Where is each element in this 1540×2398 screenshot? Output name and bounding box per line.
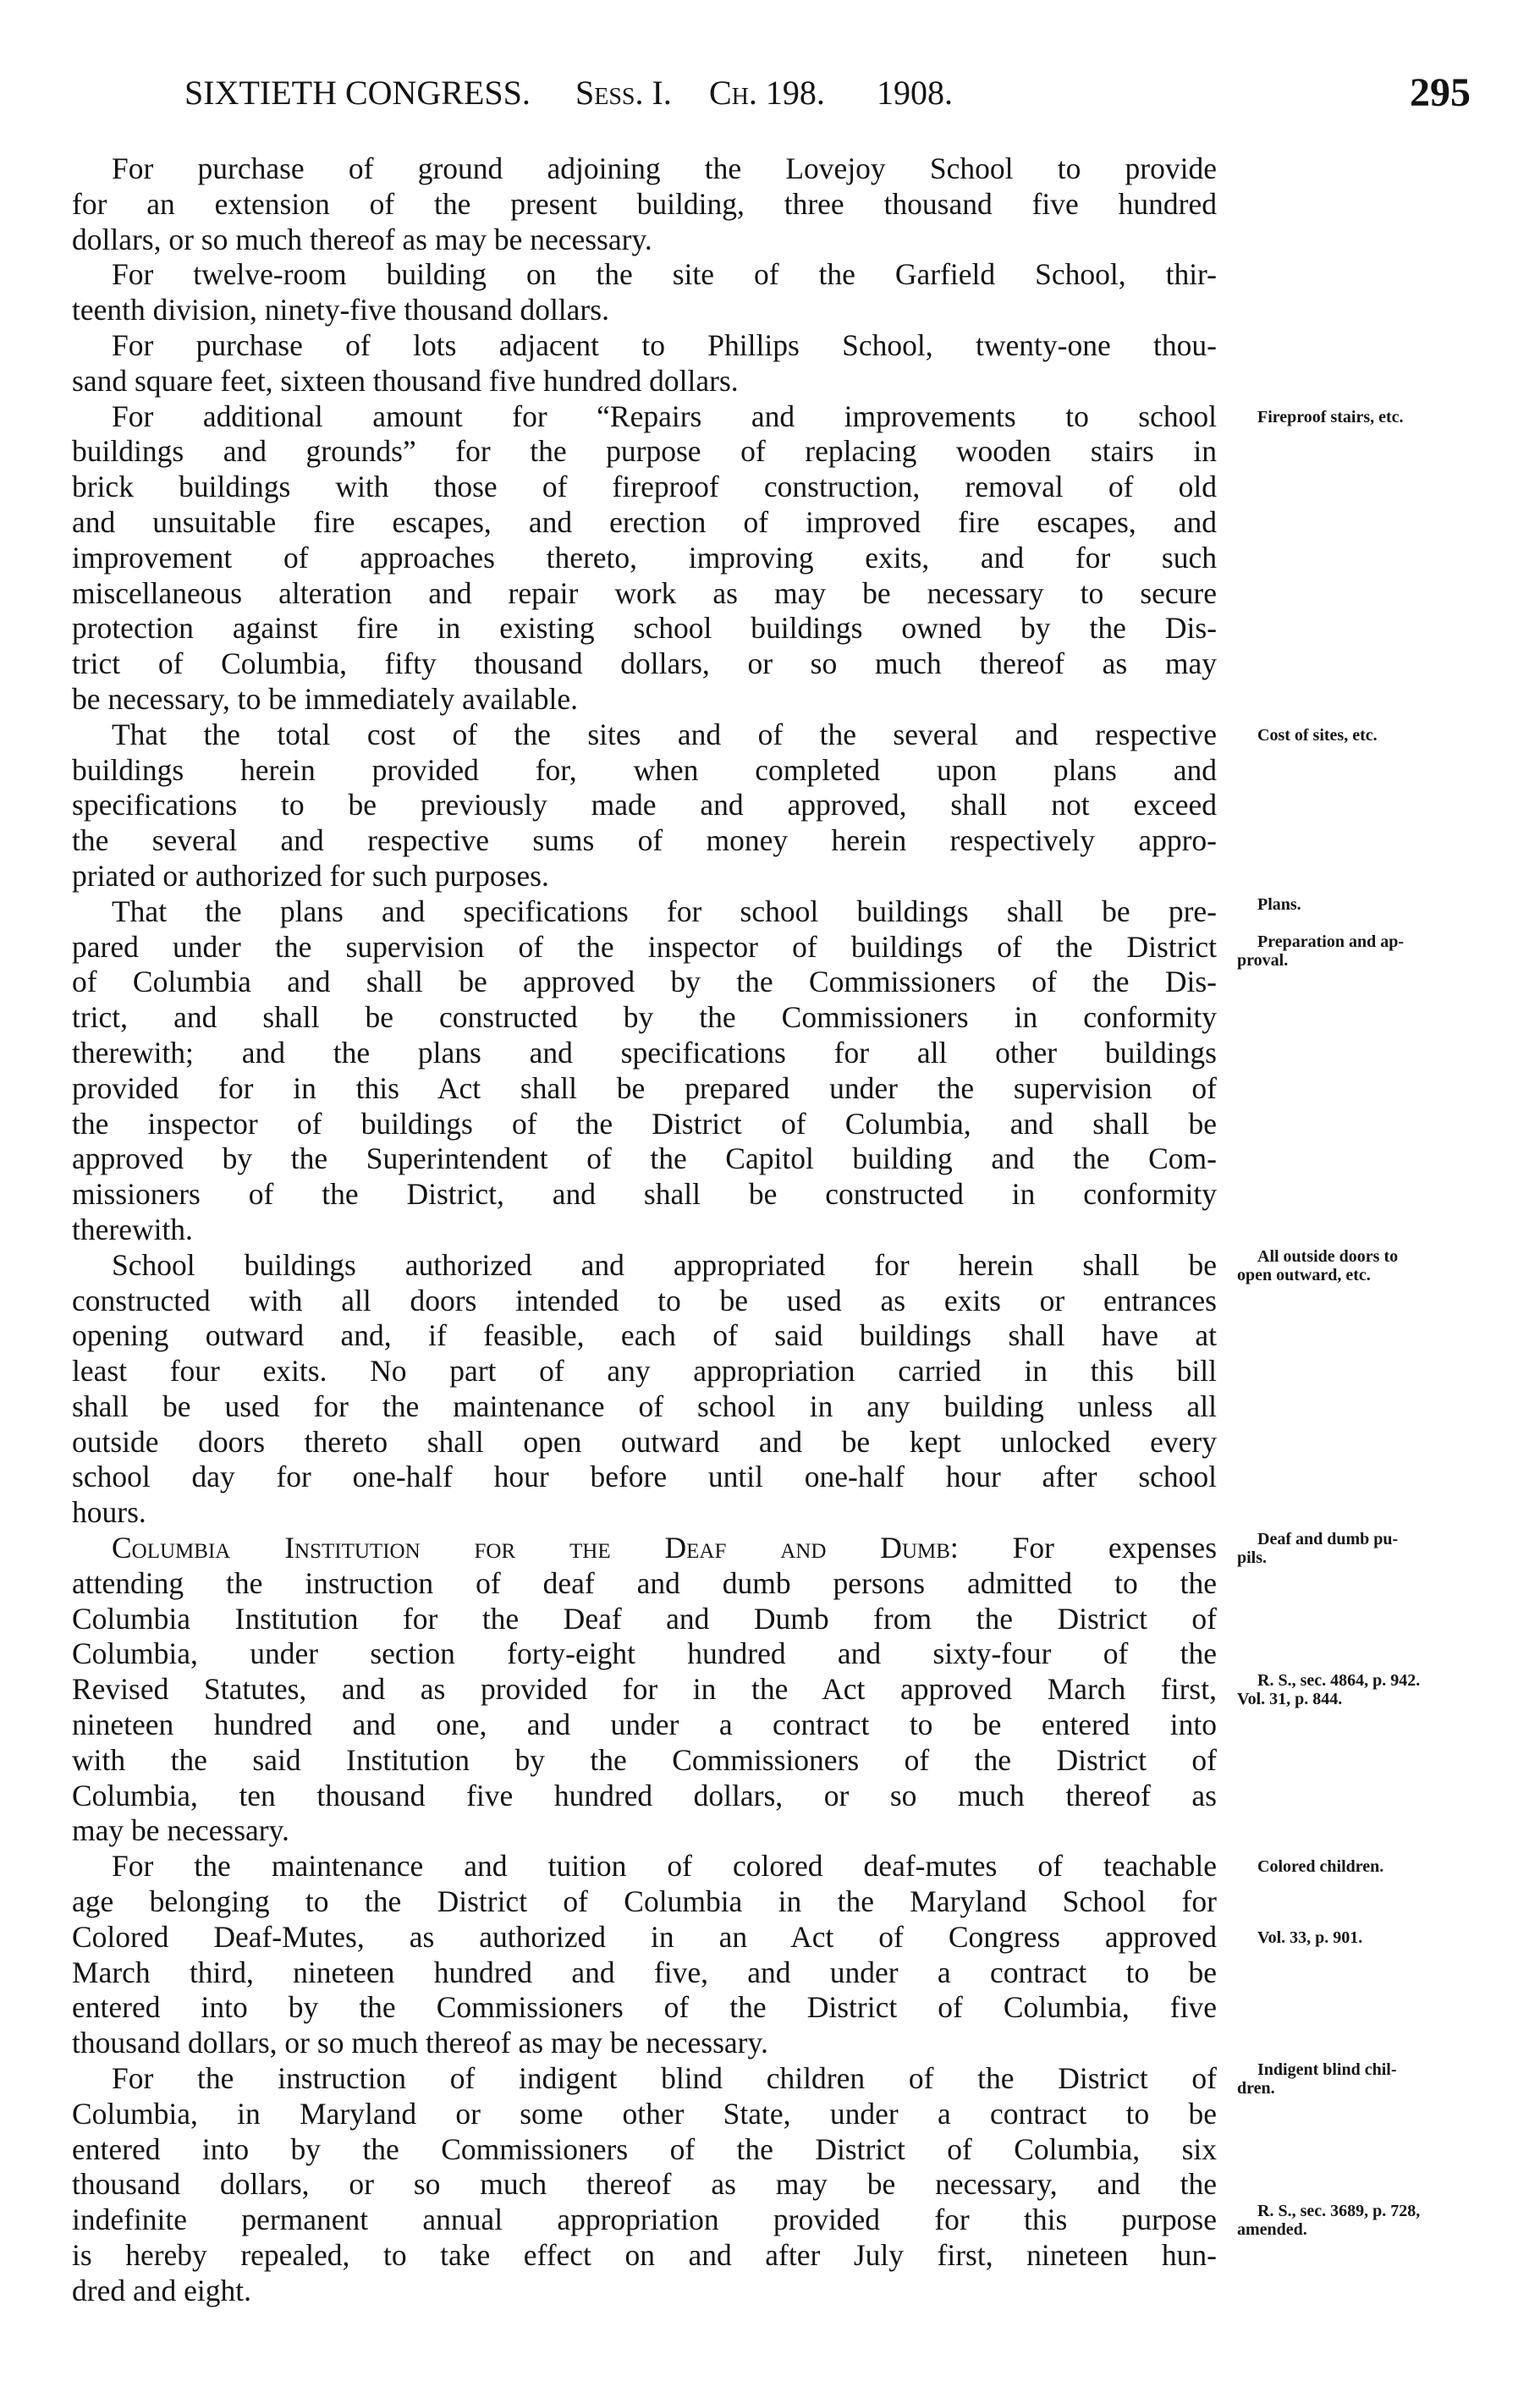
text-line: missioners of the District, and shall be constructed in conformity [72,1177,1217,1212]
margin-note-line: Indigent blind chil- [1257,2060,1397,2080]
margin-note-line: dren. [1237,2079,1275,2098]
margin-note-line: Fireproof stairs, etc. [1257,407,1404,426]
paragraph [72,151,1217,257]
text-line: priated or authorized for such purposes. [72,858,549,893]
text-line: March third, nineteen hundred and five, and under a contract to be [72,1955,1217,1989]
text-line: buildings herein provided for, when completed upon plans and [72,752,1217,787]
paragraph [72,1531,1217,1849]
text-line: improvement of approaches thereto, improving exits, and for such [72,540,1217,575]
margin-note [1237,895,1491,914]
text-line: and unsuitable fire escapes, and erection of improved fire escapes, and [72,504,1217,539]
text-line: specifications to be previously made and approved, shall not exceed [72,788,1217,822]
text-line: For additional amount for “Repairs and improvements to school [112,399,1217,433]
margin-note-line: Colored children. [1257,1857,1384,1877]
text-line: the several and respective sums of money herein respectively appro- [72,823,1217,858]
margin-note-line: open outward, etc. [1237,1265,1371,1284]
margin-note-line: Cost of sites, etc. [1257,725,1378,745]
text-line: sand square feet, sixteen thousand five hundred dollars. [72,363,739,398]
margin-note [1237,1530,1491,1567]
margin-note-line: Vol. 33, p. 901. [1257,1928,1363,1947]
text-line: pared under the supervision of the inspector of buildings of the District [72,929,1217,964]
text-line: outside doors thereto shall open outward and be kept unlocked every [72,1424,1217,1459]
text-line: dred and eight. [72,2273,251,2307]
paragraph [72,257,1217,328]
congress-title: SIXTIETH CONGRESS. [184,74,531,112]
text-line: for an extension of the present building, three thousand five hundred [72,186,1217,221]
paragraph [72,1248,1217,1531]
text-line: be necessary, to be immediately available. [72,681,578,716]
session-label: Sess. I. [575,74,672,112]
text-fragment: For expenses [1012,1531,1218,1565]
paragraph [72,328,1217,399]
text-line: thousand dollars, or so much thereof as may be necessary, and the [72,2167,1217,2202]
text-line: constructed with all doors intended to be used as exits or entrances [72,1283,1217,1317]
text-line: trict, and shall be constructed by the Commissioners in conformity [72,1000,1217,1035]
margin-note [1237,2202,1491,2239]
text-line: opening outward and, if feasible, each of said buildings shall have at [72,1318,1217,1353]
text-line: hours. [72,1495,146,1530]
text-line: approved by the Superintendent of the Capitol building and the Com- [72,1141,1217,1176]
text-line [72,1531,1217,1566]
margin-note-line: R. S., sec. 4864, p. 942. [1257,1671,1421,1691]
margin-note [1237,726,1491,745]
year-label: 1908. [877,74,953,112]
text-line: For twelve-room building on the site of the Garfield School, thir- [112,257,1217,292]
text-line: nineteen hundred and one, and under a contract to be entered into [72,1708,1217,1742]
text-line: That the total cost of the sites and of the several and respective [112,717,1217,751]
text-line: buildings and grounds” for the purpose of replacing wooden stairs in [72,434,1217,469]
text-line: age belonging to the District of Columbia in the Maryland School for [72,1884,1217,1919]
text-line: Columbia Institution for the Deaf and Dumb from the District of [72,1601,1217,1636]
text-line: of Columbia and shall be approved by the Commissioners of the Dis- [72,965,1217,999]
text-line: dollars, or so much thereof as may be necessary. [72,222,652,256]
text-line: For purchase of lots adjacent to Phillips School, twenty-one thou- [112,327,1217,362]
text-line: therewith. [72,1212,193,1246]
text-line: For purchase of ground adjoining the Lovejoy School to provide [112,151,1217,185]
text-line: school day for one-half hour before until one-half hour after school [72,1460,1217,1494]
text-line: Revised Statutes, and as provided for in the Act approved March first, [72,1672,1217,1707]
page-number: 295 [1410,70,1471,115]
margin-note [1237,1671,1491,1708]
margin-note-line: pils. [1237,1548,1268,1568]
running-header [184,70,1471,120]
margin-note-line: Plans. [1257,895,1301,915]
margin-note [1237,408,1491,426]
text-line: School buildings authorized and appropriated for herein shall be [112,1247,1217,1282]
text-line: may be necessary. [72,1813,289,1848]
text-line: with the said Institution by the Commissioners of the District of [72,1742,1217,1777]
text-line: brick buildings with those of fireproof construction, removal of old [72,470,1217,504]
paragraph [72,718,1217,894]
text-line: thousand dollars, or so much thereof as may be necessary. [72,2026,768,2060]
margin-note-line: All outside doors to [1257,1246,1399,1266]
margin-note-line: Preparation and ap- [1257,932,1404,951]
text-line: attending the instruction of deaf and dumb persons admitted to the [72,1565,1217,1600]
margin-note [1237,932,1491,970]
margin-note-line: Deaf and dumb pu- [1257,1530,1399,1549]
section-heading: Columbia Institution for the Deaf and Dumb: [112,1531,959,1565]
text-line: Columbia, ten thousand five hundred dollars, or so much thereof as [72,1778,1217,1812]
text-line: the inspector of buildings of the District of Columbia, and shall be [72,1106,1217,1141]
body-text [72,151,1217,2309]
margin-note [1237,1928,1491,1947]
text-line: Columbia, in Maryland or some other State, under a contract to be [72,2096,1217,2131]
text-line: is hereby repealed, to take effect on and after July first, nineteen hun- [72,2238,1217,2273]
margin-note [1237,1247,1491,1284]
text-line: Colored Deaf-Mutes, as authorized in an Act of Congress approved [72,1919,1217,1954]
text-line: miscellaneous alteration and repair work as may be necessary to secure [72,575,1217,610]
margin-note-line: R. S., sec. 3689, p. 728, [1257,2202,1421,2221]
text-line: shall be used for the maintenance of school in any building unless all [72,1389,1217,1423]
margin-note-line: amended. [1237,2220,1307,2240]
text-line: trict of Columbia, fifty thousand dollars, or so much thereof as may [72,646,1217,681]
text-line: Columbia, under section forty-eight hundred and sixty-four of the [72,1636,1217,1671]
text-line: provided for in this Act shall be prepared under the supervision of [72,1070,1217,1105]
paragraph [72,2061,1217,2309]
text-line: teenth division, ninety-five thousand dollars. [72,293,609,327]
paragraph [72,894,1217,1248]
text-line: entered into by the Commissioners of the District of Columbia, six [72,2131,1217,2166]
margin-note-line: proval. [1237,950,1289,970]
text-line: least four exits. No part of any appropriation carried in this bill [72,1354,1217,1389]
margin-note [1237,1857,1491,1876]
text-line: For the maintenance and tuition of colored deaf-mutes of teachable [112,1849,1217,1884]
text-line: therewith; and the plans and specifications for all other buildings [72,1035,1217,1070]
paragraph [72,399,1217,718]
margin-note-line: Vol. 31, p. 844. [1237,1690,1343,1709]
text-line: entered into by the Commissioners of the District of Columbia, five [72,1990,1217,2025]
margin-note [1237,2060,1491,2098]
text-line: For the instruction of indigent blind children of the District of [112,2061,1217,2096]
chapter-label: Ch. 198. [709,74,825,112]
text-line: indefinite permanent annual appropriation provided for this purpose [72,2203,1217,2237]
paragraph [72,1849,1217,2061]
text-line: That the plans and specifications for school buildings shall be pre- [112,894,1217,928]
text-line: protection against fire in existing school buildings owned by the Dis- [72,611,1217,646]
